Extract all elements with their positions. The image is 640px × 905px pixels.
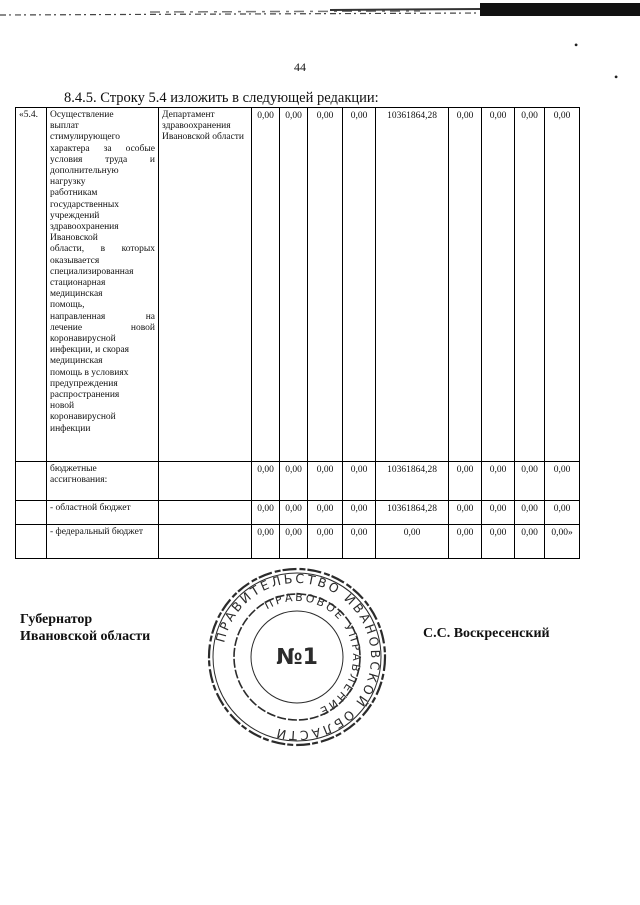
value-cell: 0,00	[482, 501, 515, 525]
section-heading: 8.4.5. Строку 5.4 изложить в следующей редакции:	[64, 90, 379, 106]
value-cell: 0,00	[308, 462, 343, 501]
row-number: «5.4.	[16, 108, 47, 462]
value-cell: 0,00	[482, 108, 515, 462]
description-line: характера за особые	[50, 143, 155, 154]
table-row-main	[16, 108, 580, 462]
value-cell: 0,00	[376, 525, 449, 559]
description-line: работникам	[50, 188, 98, 199]
value-cell: 0,00	[343, 108, 376, 462]
signatory-title-line: Ивановской области	[20, 629, 151, 644]
value-cell: 0,00	[308, 525, 343, 559]
empty-cell	[159, 462, 252, 501]
description-line: инфекции, и скорая	[50, 345, 130, 356]
scan-artifact	[0, 0, 640, 18]
description-line: медицинская	[50, 289, 103, 300]
value-cell: 0,00	[280, 108, 308, 462]
description-line: государственных	[50, 199, 120, 210]
value-cell: 10361864,28	[376, 462, 449, 501]
value-cell: 0,00	[252, 462, 280, 501]
value-cell: 0,00	[449, 462, 482, 501]
value-cell: 0,00	[449, 501, 482, 525]
description-line: области, в которых	[50, 244, 155, 255]
page-number: 44	[294, 60, 306, 74]
value-cell: 0,00	[482, 462, 515, 501]
description-line: лечение новой	[50, 322, 155, 333]
executor-cell: Департамент здравоохранения Ивановской области	[159, 108, 252, 462]
description-line: условия труда и	[50, 154, 155, 165]
value-cell: 0,00	[343, 462, 376, 501]
value-cell: 0,00	[449, 108, 482, 462]
empty-cell	[159, 525, 252, 559]
table-row-regional	[16, 501, 580, 525]
description-line: здравоохранения	[50, 222, 119, 233]
stamp-number: №1	[276, 645, 318, 670]
stamp-outer-text: ПРАВИТЕЛЬСТВО ИВАНОВСКОЙ ОБЛАСТИ	[212, 570, 384, 744]
description-line: помощь,	[50, 300, 85, 311]
empty-cell	[16, 501, 47, 525]
empty-cell	[159, 501, 252, 525]
description-line: инфекции	[50, 423, 91, 434]
description-line: оказывается	[50, 255, 100, 266]
signatory-title-line: Губернатор	[20, 612, 93, 627]
description-line: дополнительную	[50, 166, 119, 177]
description-line: медицинская	[50, 356, 103, 367]
value-cell: 0,00	[252, 501, 280, 525]
value-cell: 0,00»	[545, 525, 580, 559]
row-description	[47, 108, 159, 462]
description-line: предупреждения	[50, 378, 118, 389]
value-cell: 0,00	[545, 462, 580, 501]
value-cell: 0,00	[545, 501, 580, 525]
value-cell: 0,00	[252, 525, 280, 559]
value-cell: 0,00	[308, 108, 343, 462]
value-cell: 0,00	[280, 501, 308, 525]
table-row-budget	[16, 462, 580, 501]
empty-cell	[16, 462, 47, 501]
empty-cell	[16, 525, 47, 559]
description-line: распространения	[50, 390, 120, 401]
stamp-inner-text: ПРАВОВОЕ УПРАВЛЕНИЕ	[262, 590, 364, 719]
description-line: направленная на	[50, 311, 155, 322]
description-line: выплат	[50, 121, 79, 132]
description-line: коронавирусной	[50, 412, 116, 423]
value-cell: 0,00	[515, 525, 545, 559]
description-line: Ивановской	[50, 233, 98, 244]
description-line: Осуществление	[50, 110, 114, 120]
scan-speck: •	[574, 38, 579, 52]
description-line: учреждений	[50, 210, 100, 221]
description-line: коронавирусной	[50, 334, 116, 345]
value-cell: 0,00	[343, 501, 376, 525]
description-line: помощь в условиях	[50, 367, 129, 378]
description-line: стимулирующего	[50, 132, 121, 143]
row-label: - областной бюджет	[47, 501, 159, 525]
row-label: - федеральный бюджет	[47, 525, 159, 559]
value-cell: 0,00	[449, 525, 482, 559]
scan-speck: •	[614, 70, 619, 84]
value-cell: 0,00	[515, 462, 545, 501]
value-cell: 0,00	[308, 501, 343, 525]
value-cell: 0,00	[545, 108, 580, 462]
value-cell: 0,00	[343, 525, 376, 559]
value-cell: 0,00	[482, 525, 515, 559]
value-cell: 10361864,28	[376, 501, 449, 525]
description-line: специализированная	[50, 266, 134, 277]
value-cell: 0,00	[280, 525, 308, 559]
description-line: нагрузку	[50, 177, 86, 188]
value-cell: 0,00	[252, 108, 280, 462]
value-cell: 0,00	[515, 501, 545, 525]
signatory-name: С.С. Воскресенский	[423, 626, 550, 641]
signatory-title	[20, 611, 150, 645]
row-label: бюджетные ассигнования:	[47, 462, 159, 501]
table-row-federal	[16, 525, 580, 559]
description-line: стационарная	[50, 278, 106, 289]
budget-table	[15, 107, 580, 559]
description-line: новой	[50, 401, 75, 412]
value-cell: 0,00	[280, 462, 308, 501]
value-cell: 10361864,28	[376, 108, 449, 462]
value-cell: 0,00	[515, 108, 545, 462]
official-stamp	[202, 565, 392, 750]
